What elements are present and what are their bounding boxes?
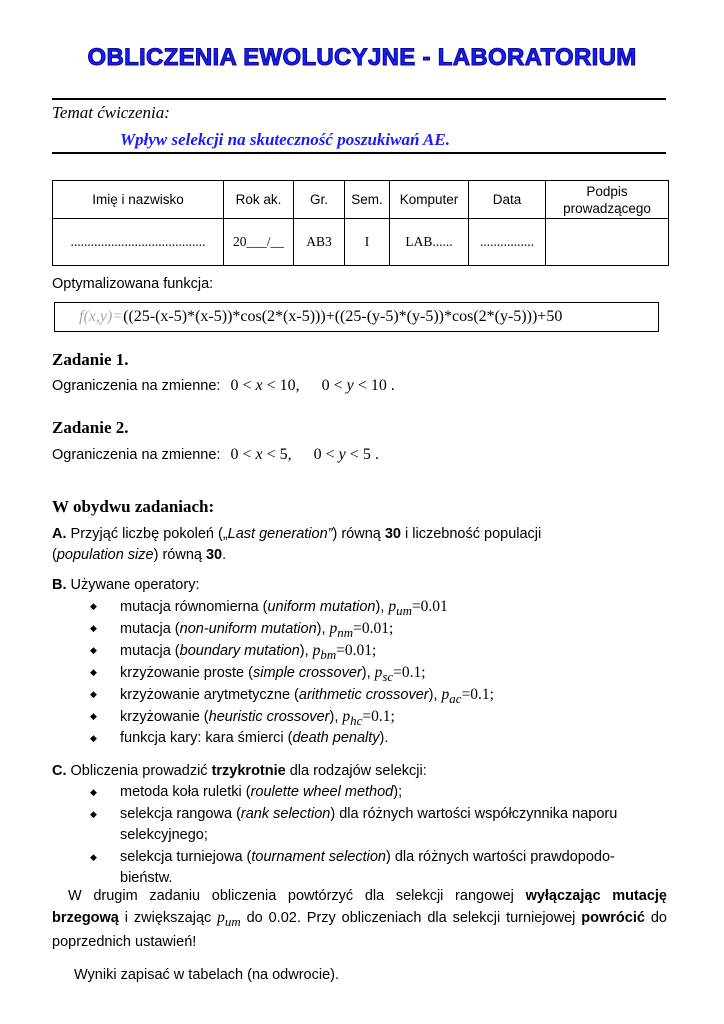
value-signature[interactable] xyxy=(546,219,669,266)
function-name: f(x,y)= xyxy=(79,308,124,325)
bullet-icon: ◆ xyxy=(90,852,97,862)
task-1-title: Zadanie 1. xyxy=(52,350,129,369)
op-text: krzyżowanie arytmetyczne ( xyxy=(120,687,299,703)
final-bold-1: wyłączając mutację brzegową xyxy=(52,888,667,926)
op-en: arithmetic crossover xyxy=(298,687,429,703)
final-text-4: do poprzednich ustawień! xyxy=(52,910,667,951)
sel-en: tournament selection xyxy=(251,849,386,865)
info-table-value-row xyxy=(53,219,669,266)
topic-label: Temat ćwiczenia: xyxy=(52,103,170,122)
value-computer[interactable]: LAB...... xyxy=(390,219,469,266)
section-a-text-5: . xyxy=(222,547,227,563)
selection-item xyxy=(90,804,658,846)
op-en: uniform mutation xyxy=(267,599,376,615)
op-post: ), xyxy=(361,665,375,681)
value-semester: I xyxy=(345,219,390,266)
task-2-x-constraint: 0 < x < 5, xyxy=(230,446,292,463)
value-group: AB3 xyxy=(294,219,345,266)
section-a-text-1: Przyjąć liczbę pokoleń („ xyxy=(66,526,228,542)
op-text: mutacja równomierna ( xyxy=(120,599,268,615)
info-table-header-row xyxy=(53,181,669,219)
header-signature xyxy=(546,181,669,219)
population-value: 30 xyxy=(205,547,223,563)
op-post: ), xyxy=(299,643,313,659)
op-text: krzyżowanie ( xyxy=(120,709,209,725)
section-c-text-1: Obliczenia prowadzić xyxy=(66,763,212,779)
value-year[interactable]: 20___/__ xyxy=(224,219,294,266)
divider-bottom xyxy=(52,152,666,154)
final-paragraph xyxy=(52,886,667,953)
op-val: =0.01; xyxy=(336,642,377,659)
op-val: =0.01 xyxy=(411,598,448,615)
op-en: non-uniform mutation xyxy=(179,621,317,637)
op-post: ), xyxy=(316,621,330,637)
header-year: Rok ak. xyxy=(224,181,294,219)
results-note: Wyniki zapisać w tabelach (na odwrocie). xyxy=(74,967,340,983)
task-1-x-constraint: 0 < x < 10, xyxy=(230,377,300,394)
section-c-letter: C. xyxy=(52,763,67,779)
header-signature-text: Podpis prowadzącego xyxy=(563,183,651,216)
final-sub: um xyxy=(224,914,241,930)
op-text: mutacja ( xyxy=(120,621,180,637)
section-c-intro xyxy=(52,761,667,782)
op-en: simple crossover xyxy=(252,665,362,681)
op-text: krzyżowanie proste ( xyxy=(120,665,253,681)
header-name: Imię i nazwisko xyxy=(53,181,224,219)
op-sub: hc xyxy=(350,713,363,729)
op-sub: sc xyxy=(382,669,394,685)
operator-item xyxy=(90,728,666,749)
sel-text: selekcja turniejowa ( xyxy=(120,849,252,865)
final-bold-2: powrócić xyxy=(581,910,645,926)
bullet-icon: ◆ xyxy=(90,645,97,655)
op-p: p xyxy=(388,598,397,615)
task-1-y-max: 10 xyxy=(370,377,387,394)
population-size-term: population size xyxy=(56,547,154,563)
section-a-text-2: ) równą xyxy=(332,526,385,542)
info-table xyxy=(52,180,669,266)
sel-post: ) dla różnych wartości prawdopodo-bieństw. xyxy=(120,849,615,886)
page-title: OBLICZENIA EWOLUCYJNE - LABORATORIUM xyxy=(87,44,637,71)
task-2-y-constraint: 0 < y < 5 . xyxy=(313,446,379,463)
sel-en: rank selection xyxy=(240,806,331,822)
op-val: =0.01; xyxy=(353,620,394,637)
section-a: A. Przyjąć liczbę pokoleń („Last generation”) równą 30 i liczebność populacji (population size) równą 30. xyxy=(52,526,542,563)
section-c-bold: trzykrotnie xyxy=(211,763,286,779)
section-a-text-3: i liczebność populacji xyxy=(401,526,542,542)
op-p: p xyxy=(342,708,351,725)
sel-post: ) dla różnych wartości współczynnika naporu selekcyjnego; xyxy=(120,806,618,843)
bullet-icon: ◆ xyxy=(90,711,97,721)
section-b-letter: B. xyxy=(52,577,67,593)
section-a-letter: A. xyxy=(52,526,67,542)
sel-text: selekcja rangowa ( xyxy=(120,806,241,822)
op-sub: nm xyxy=(337,625,354,641)
header-semester: Sem. xyxy=(345,181,390,219)
op-post: ). xyxy=(379,730,389,746)
sel-post: ); xyxy=(393,784,403,800)
last-generation-term: Last generation” xyxy=(227,526,333,542)
value-date[interactable]: ................ xyxy=(469,219,546,266)
op-p: p xyxy=(374,664,383,681)
task-2-x-max: 5 xyxy=(279,446,288,463)
op-sub: um xyxy=(396,603,412,619)
task-1-y-constraint: 0 < y < 10 . xyxy=(321,377,395,394)
final-p: p xyxy=(217,909,225,926)
final-text-3: do 0.02. Przy obliczeniach dla selekcji turniejowej xyxy=(240,910,582,926)
op-post: ), xyxy=(375,599,389,615)
section-c-text-2: dla rodzajów selekcji: xyxy=(285,763,427,779)
task-2-label: Ograniczenia na zmienne: xyxy=(52,447,221,463)
value-name[interactable]: ........................................ xyxy=(53,219,224,266)
header-group: Gr. xyxy=(294,181,345,219)
op-post: ), xyxy=(428,687,442,703)
op-val: =0.1; xyxy=(393,664,426,681)
task-1-label: Ograniczenia na zmienne: xyxy=(52,378,221,394)
final-text-2: i zwiększając xyxy=(118,910,218,926)
op-p: p xyxy=(441,686,450,703)
op-p: p xyxy=(329,620,338,637)
task-1-constraints xyxy=(52,377,395,395)
op-p: p xyxy=(312,642,321,659)
section-b-intro xyxy=(52,575,667,596)
op-post: ), xyxy=(329,709,343,725)
selection-item xyxy=(90,847,658,889)
bullet-icon: ◆ xyxy=(90,689,97,699)
task-1-x-max: 10 xyxy=(279,377,296,394)
bullet-icon: ◆ xyxy=(90,601,97,611)
op-en: death penalty xyxy=(292,730,380,746)
op-val: =0.1; xyxy=(461,686,494,703)
common-title: W obydwu zadaniach: xyxy=(52,497,215,516)
selection-item xyxy=(90,782,666,803)
bullet-icon: ◆ xyxy=(90,809,97,819)
task-2-title: Zadanie 2. xyxy=(52,418,129,437)
bullet-icon: ◆ xyxy=(90,733,97,743)
bullet-icon: ◆ xyxy=(90,623,97,633)
generations-value: 30 xyxy=(384,526,401,542)
task-2-y-max: 5 xyxy=(362,446,371,463)
header-computer: Komputer xyxy=(390,181,469,219)
divider-top xyxy=(52,98,666,100)
task-2-constraints xyxy=(52,446,379,464)
bullet-icon: ◆ xyxy=(90,667,97,677)
section-a-text-4: ) równą xyxy=(153,547,206,563)
op-en: heuristic crossover xyxy=(208,709,330,725)
final-text-1: W drugim zadaniu obliczenia powtórzyć dla selekcji rangowej xyxy=(68,888,526,904)
section-b-text: Używane operatory: xyxy=(66,577,200,593)
op-sub: ac xyxy=(449,691,462,707)
function-formula: ((25-(x-5)*(x-5))*cos(2*(x-5)))+((25-(y-5)*(y-5))*cos(2*(y-5)))+50 xyxy=(123,308,563,325)
op-text: mutacja ( xyxy=(120,643,180,659)
op-sub: bm xyxy=(320,647,337,663)
topic-text: Wpływ selekcji na skuteczność poszukiwań AE. xyxy=(120,130,450,149)
op-val: =0.1; xyxy=(362,708,395,725)
function-expression xyxy=(79,308,562,326)
sel-text: metoda koła ruletki ( xyxy=(120,784,251,800)
op-text: funkcja kary: kara śmierci ( xyxy=(120,730,293,746)
op-en: boundary mutation xyxy=(179,643,300,659)
header-date: Data xyxy=(469,181,546,219)
function-label: Optymalizowana funkcja: xyxy=(52,276,214,292)
bullet-icon: ◆ xyxy=(90,787,97,797)
function-box xyxy=(54,302,659,332)
sel-en: roulette wheel method xyxy=(250,784,394,800)
